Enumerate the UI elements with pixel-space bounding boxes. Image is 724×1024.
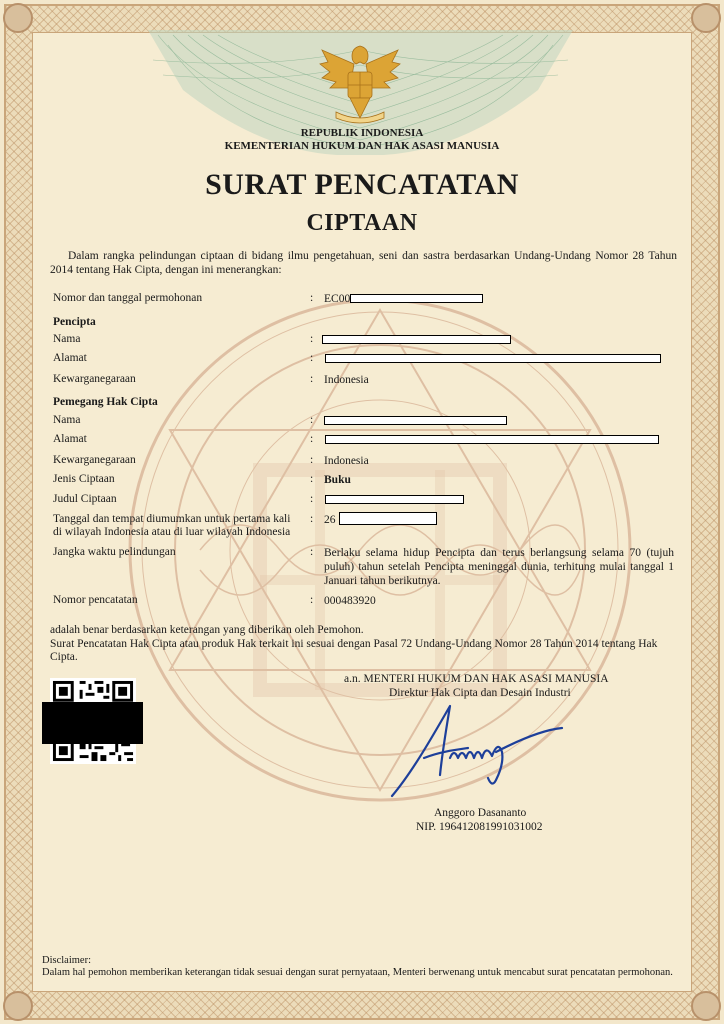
header-kementerian: KEMENTERIAN HUKUM DAN HAK ASASI MANUSIA	[224, 140, 500, 152]
redaction-block	[42, 702, 143, 744]
colon: :	[310, 454, 314, 466]
closing-line-2: Surat Pencatatan Hak Cipta atau produk Hak terkait ini sesuai dengan Pasal 72 Undang-Undang Nomor 28 Tahun 2014 tentang Hak Cipta.	[50, 638, 658, 663]
redaction-bar	[325, 435, 659, 444]
corner-ornament	[3, 3, 33, 33]
document-title: SURAT PENCATATAN	[205, 168, 519, 201]
label-tanggal-tempat-1: Tanggal dan tempat diumumkan untuk pertama kali	[53, 513, 291, 525]
colon: :	[310, 292, 314, 304]
header-republik: REPUBLIK INDONESIA	[300, 127, 424, 139]
value-jenis-ciptaan: Buku	[324, 474, 351, 486]
label-pencipta-nama: Nama	[53, 333, 81, 345]
colon: :	[310, 373, 314, 385]
colon: :	[310, 493, 314, 505]
label-pemegang-kewarganegaraan: Kewarganegaraan	[53, 454, 136, 466]
colon: :	[310, 352, 314, 364]
label-jangka-waktu: Jangka waktu pelindungan	[53, 546, 176, 558]
colon: :	[310, 513, 314, 525]
redaction-bar	[325, 354, 661, 363]
document-subtitle: CIPTAAN	[306, 210, 418, 236]
section-pemegang: Pemegang Hak Cipta	[53, 396, 158, 408]
colon: :	[310, 414, 314, 426]
redaction-bar	[324, 416, 507, 425]
label-tanggal-tempat-2: di wilayah Indonesia atau di luar wilayah Indonesia	[53, 526, 291, 538]
label-pencipta-kewarganegaraan: Kewarganegaraan	[53, 373, 136, 385]
signatory-name: Anggoro Dasananto	[434, 807, 527, 819]
garuda-emblem-icon	[316, 38, 404, 128]
corner-ornament	[691, 991, 721, 1021]
value-pencipta-kewarganegaraan: Indonesia	[324, 374, 369, 386]
intro-paragraph: Dalam rangka pelindungan ciptaan di bidang ilmu pengetahuan, seni dan sastra berdasarkan Undang-Undang Nomor 28 Tahun 2014 tentang Hak Cipta, dengan ini menerangkan:	[50, 250, 677, 276]
section-pencipta: Pencipta	[53, 316, 96, 328]
label-nomor-pencatatan: Nomor pencatatan	[53, 594, 138, 606]
redaction-bar	[322, 335, 511, 344]
redaction-bar	[325, 495, 464, 504]
label-pemegang-alamat: Alamat	[53, 433, 87, 445]
signatory-nip: NIP. 196412081991031002	[416, 821, 543, 833]
signatory-position: Direktur Hak Cipta dan Desain Industri	[389, 687, 571, 699]
colon: :	[310, 594, 314, 606]
value-nomor-pencatatan: 000483920	[324, 595, 376, 607]
redaction-bar	[339, 512, 437, 525]
colon: :	[310, 333, 314, 345]
closing-line-1: adalah benar berdasarkan keterangan yang diberikan oleh Pemohon.	[50, 624, 364, 636]
value-jangka-waktu: Berlaku selama hidup Pencipta dan terus berlangsung selama 70 (tujuh puluh) tahun setelah Pencipta meninggal dunia, terhitung mulai tanggal 1 Januari tahun berikutnya.	[324, 547, 674, 587]
disclaimer-text: Dalam hal pemohon memberikan keterangan tidak sesuai dengan surat pernyataan, Menteri berwenang untuk mencabut surat pencatatan permohonan.	[42, 967, 673, 978]
redaction-bar	[350, 294, 483, 303]
corner-ornament	[691, 3, 721, 33]
disclaimer-heading: Disclaimer:	[42, 955, 91, 966]
label-pemegang-nama: Nama	[53, 414, 81, 426]
value-pemegang-kewarganegaraan: Indonesia	[324, 455, 369, 467]
label-pencipta-alamat: Alamat	[53, 352, 87, 364]
corner-ornament	[3, 991, 33, 1021]
signatory-an: a.n. MENTERI HUKUM DAN HAK ASASI MANUSIA	[344, 673, 609, 685]
value-nomor-tanggal: EC00	[324, 293, 351, 305]
signature-icon	[384, 700, 564, 800]
colon: :	[310, 546, 314, 558]
label-nomor-tanggal: Nomor dan tanggal permohonan	[53, 292, 203, 304]
label-jenis-ciptaan: Jenis Ciptaan	[53, 473, 115, 485]
label-judul-ciptaan: Judul Ciptaan	[53, 493, 117, 505]
value-tanggal-tempat: 26	[324, 514, 336, 526]
colon: :	[310, 433, 314, 445]
colon: :	[310, 473, 314, 485]
